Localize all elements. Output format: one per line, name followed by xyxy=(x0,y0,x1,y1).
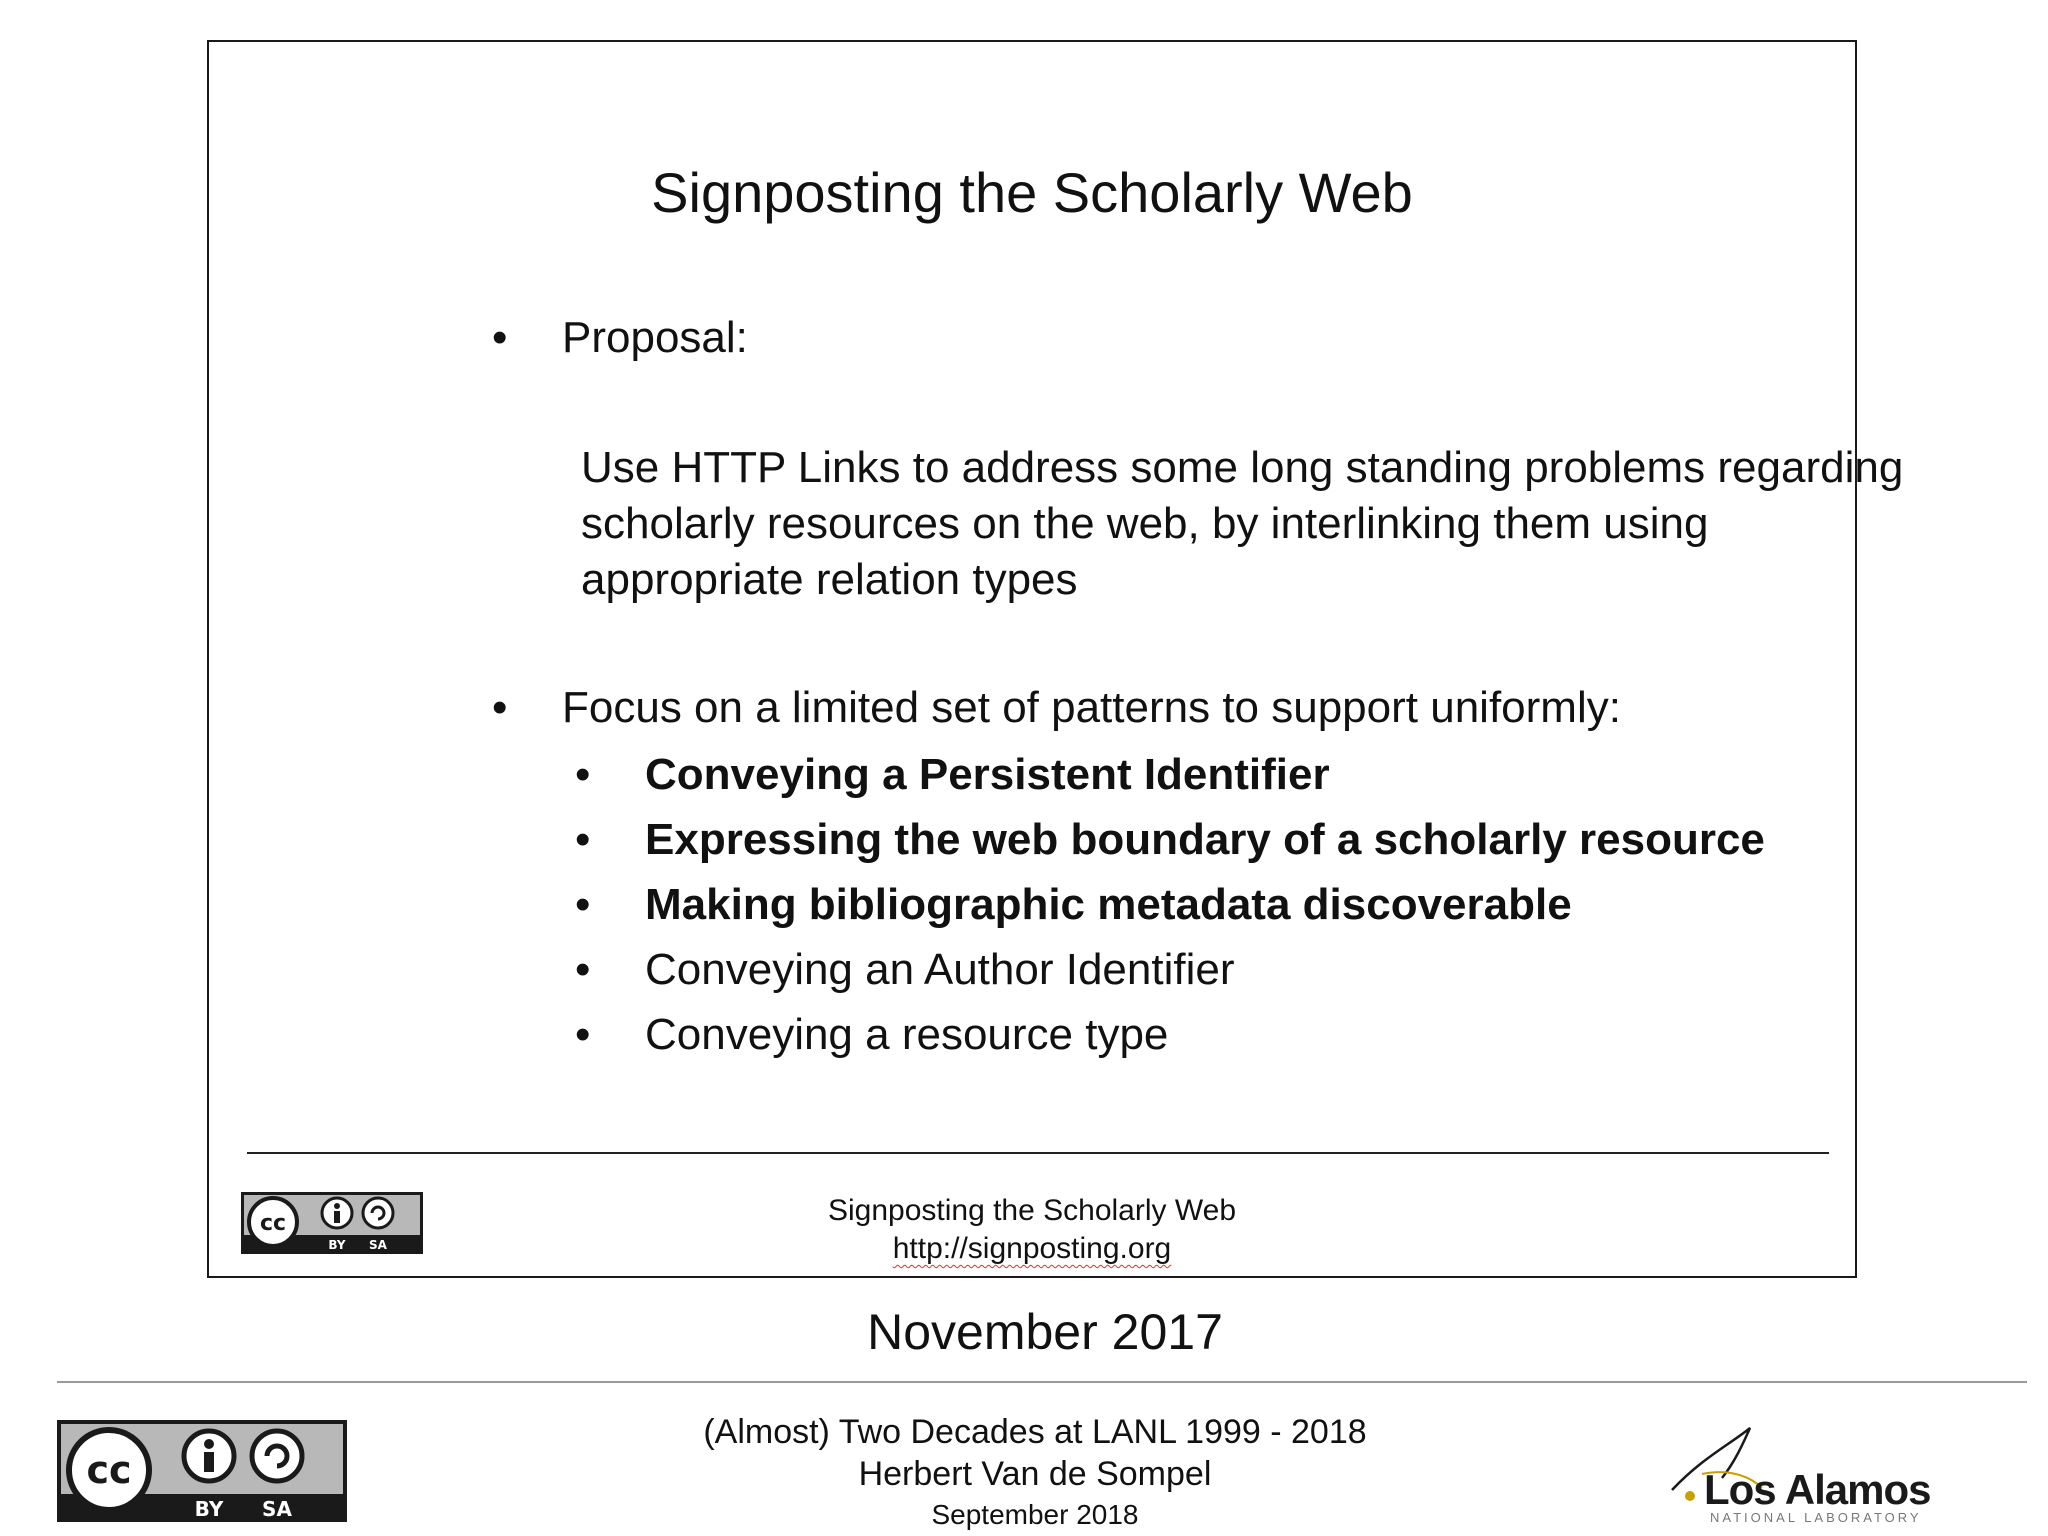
bullet-marker: • xyxy=(575,750,591,799)
list-item-text: Making bibliographic metadata discoverable xyxy=(645,880,1572,929)
los-alamos-logo-icon xyxy=(1662,1418,1950,1526)
sa-mark: SA xyxy=(369,1238,387,1252)
bullet-text: Proposal: xyxy=(562,313,748,362)
bullet-marker: • xyxy=(492,313,508,362)
list-item-text: Conveying a Persistent Identifier xyxy=(645,750,1330,799)
cc-mark: cc xyxy=(259,1211,287,1236)
bullet-text: Focus on a limited set of patterns to support uniformly: xyxy=(562,683,1621,732)
cc-mark: cc xyxy=(86,1448,132,1492)
presentation-title: (Almost) Two Decades at LANL 1999 - 2018 xyxy=(703,1413,1367,1451)
presentation-date: September 2018 xyxy=(931,1499,1139,1530)
date-caption: November 2017 xyxy=(867,1304,1223,1360)
inner-footer-title: Signposting the Scholarly Web xyxy=(827,1194,1237,1227)
signposting-link[interactable]: http://signposting.org xyxy=(892,1232,1172,1265)
logo-name: Los Alamos xyxy=(1704,1466,1931,1513)
by-mark: BY xyxy=(328,1238,346,1252)
bullet-marker: • xyxy=(575,1010,591,1059)
inner-slide xyxy=(207,40,1904,1278)
paragraph-line: scholarly resources on the web, by interlinking them using xyxy=(581,499,1709,548)
paragraph-line: appropriate relation types xyxy=(581,555,1078,604)
outer-footer-divider xyxy=(57,1381,2027,1383)
logo-subtitle: NATIONAL LABORATORY xyxy=(1710,1510,1922,1525)
presenter-name: Herbert Van de Sompel xyxy=(858,1455,1212,1493)
bullet-marker: • xyxy=(575,880,591,929)
sa-mark: SA xyxy=(262,1497,292,1521)
list-item-text: Expressing the web boundary of a scholarly resource xyxy=(645,815,1765,864)
by-mark: BY xyxy=(194,1497,224,1521)
paragraph-line: Use HTTP Links to address some long standing problems regarding xyxy=(581,443,1904,492)
inner-slide-title: Signposting the Scholarly Web xyxy=(651,161,1413,224)
proposal-paragraph xyxy=(581,440,2021,608)
inner-footer-url xyxy=(209,1230,1855,1268)
bullet-marker: • xyxy=(575,815,591,864)
inner-footer-divider xyxy=(247,1152,1829,1154)
bullet-marker: • xyxy=(575,945,591,994)
list-item-text: Conveying a resource type xyxy=(645,1010,1169,1059)
list-item-text: Conveying an Author Identifier xyxy=(645,945,1235,994)
bullet-marker: • xyxy=(492,683,508,732)
